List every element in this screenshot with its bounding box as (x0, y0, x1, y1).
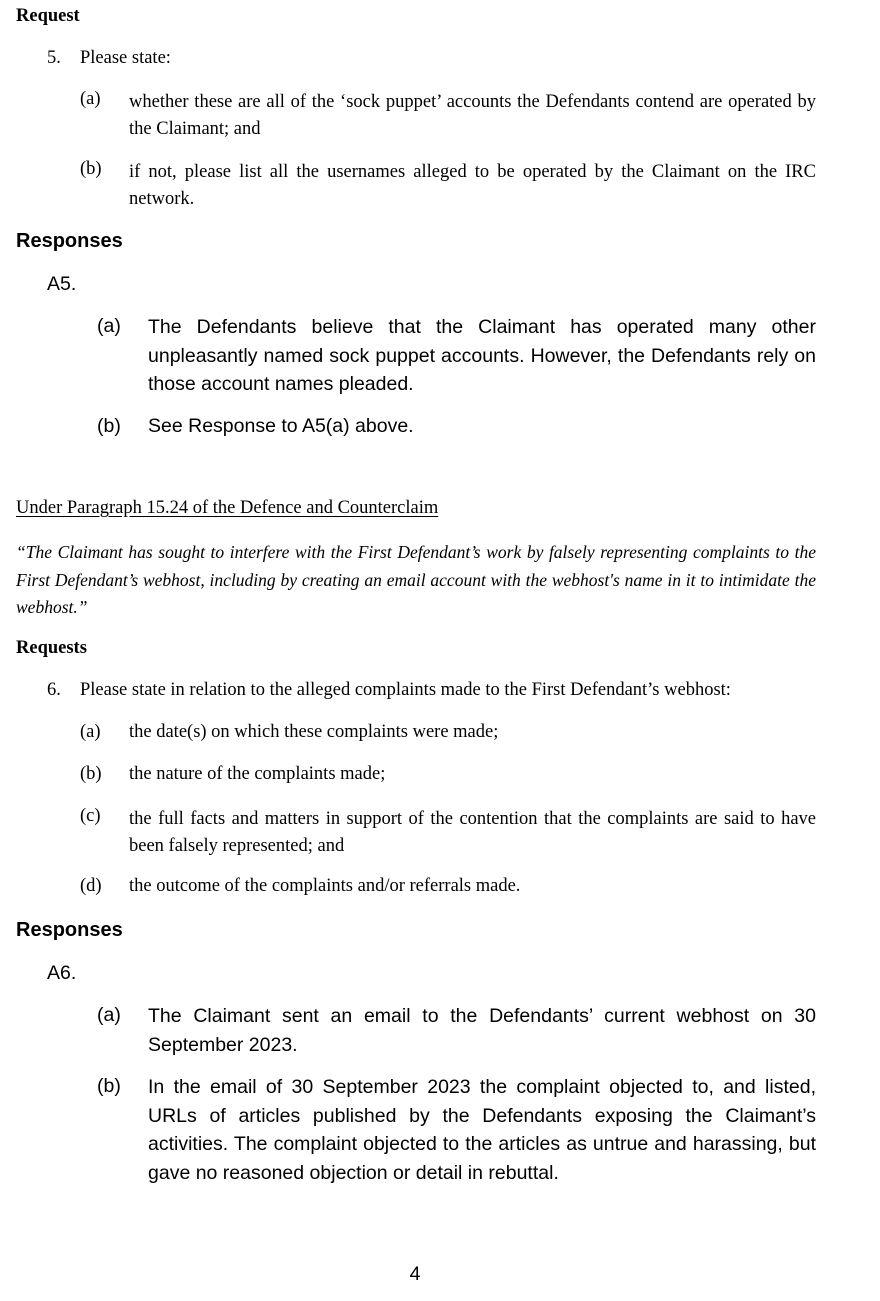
responses-heading-2: Responses (16, 919, 123, 941)
response-a6a-text: The Claimant sent an email to the Defendants’ current webhost on 30 September 2023. (148, 1005, 816, 1056)
response-a5a-text: The Defendants believe that the Claimant has operated many other unpleasantly named sock puppet accounts. However, the Defendants rely on those account names pleaded. (148, 316, 816, 395)
item-5-number: 5. (47, 48, 61, 68)
item-6d-label: (d) (80, 876, 102, 896)
response-a5-number: A5. (47, 273, 77, 295)
paragraph-heading: Under Paragraph 15.24 of the Defence and Counterclaim (16, 498, 439, 518)
request-heading: Request (16, 6, 80, 26)
response-a6-number: A6. (47, 962, 77, 984)
item-6b-text: the nature of the complaints made; (129, 764, 386, 784)
item-5a-text: whether these are all of the ‘sock puppet’ accounts the Defendants contend are operated by the Claimant; and (129, 92, 816, 139)
item-6a-label: (a) (80, 722, 101, 742)
item-5b-text: if not, please list all the usernames alleged to be operated by the Claimant on the IRC network. (129, 162, 816, 209)
item-6d-text: the outcome of the complaints and/or referrals made. (129, 876, 521, 896)
response-a5b-label: (b) (97, 415, 121, 437)
pleading-quote: “The Claimant has sought to interfere with the First Defendant’s work by falsely representing complaints to the First Defendant’s webhost, including by creating an email account with the webhost's name in it to intimidate the webhost.” (16, 542, 816, 617)
page-number: 4 (409, 1263, 421, 1285)
item-6-text: Please state in relation to the alleged complaints made to the First Defendant’s webhost: (80, 680, 731, 700)
response-a6b-text: In the email of 30 September 2023 the complaint objected to, and listed, URLs of articles published by the Defendants exposing the Claimant’s activities. The complaint objected to the articles as untrue and harassing, but gave no reasoned objection or detail in rebuttal. (148, 1076, 816, 1184)
item-6-number: 6. (47, 680, 61, 700)
item-6c-text: the full facts and matters in support of the contention that the complaints are said to have been falsely represented; and (129, 809, 816, 856)
responses-heading-1: Responses (16, 230, 123, 252)
item-6b-label: (b) (80, 764, 102, 784)
response-a6a-label: (a) (97, 1004, 121, 1026)
item-5b-label: (b) (80, 159, 102, 179)
response-a5a-label: (a) (97, 315, 121, 337)
item-5a-label: (a) (80, 89, 101, 109)
response-a5b-text: See Response to A5(a) above. (148, 415, 414, 437)
item-5-text: Please state: (80, 48, 171, 68)
item-6a-text: the date(s) on which these complaints were made; (129, 722, 499, 742)
item-6c-label: (c) (80, 806, 101, 826)
requests-heading: Requests (16, 638, 87, 658)
response-a6b-label: (b) (97, 1075, 121, 1097)
